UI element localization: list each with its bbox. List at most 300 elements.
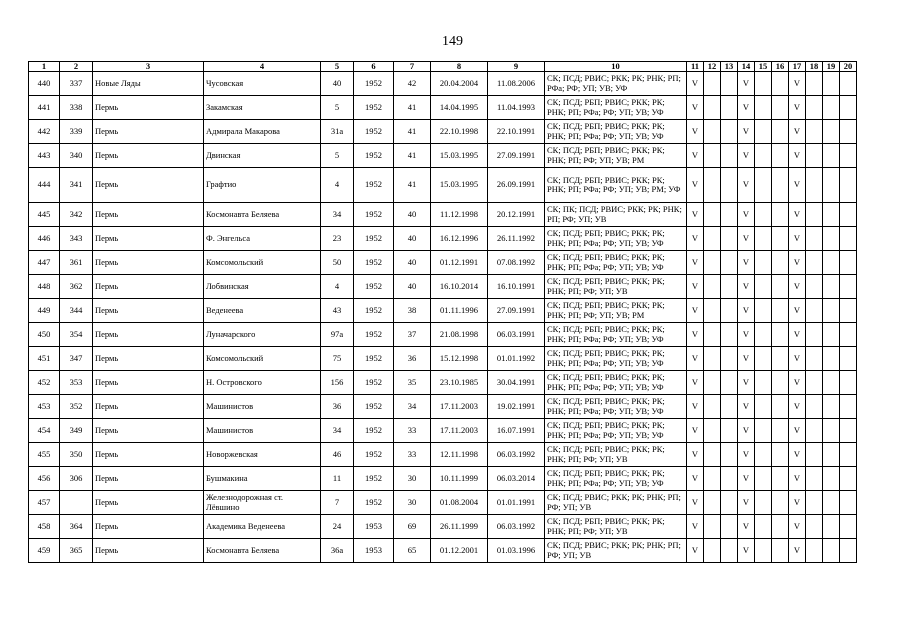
cell-flag-col-16 <box>772 443 789 467</box>
cell-flag-col-17: V <box>789 443 806 467</box>
cell-row-number: 448 <box>29 275 60 299</box>
table-row <box>29 144 857 168</box>
column-header: 13 <box>721 62 738 72</box>
cell-house: 5 <box>321 144 354 168</box>
table-row <box>29 419 857 443</box>
cell-flag-col-13 <box>721 299 738 323</box>
cell-flag-col-16 <box>772 72 789 96</box>
cell-date-1: 21.08.1998 <box>431 323 488 347</box>
cell-year: 1953 <box>354 515 394 539</box>
cell-flag-col-17: V <box>789 515 806 539</box>
column-header: 8 <box>431 62 488 72</box>
cell-record-number: 343 <box>60 227 93 251</box>
cell-flag-col-15 <box>755 419 772 443</box>
cell-flag-col-13 <box>721 515 738 539</box>
cell-date-2: 19.02.1991 <box>488 395 545 419</box>
cell-flag-col-20 <box>840 491 857 515</box>
cell-flag-col-17: V <box>789 395 806 419</box>
cell-record-number <box>60 491 93 515</box>
cell-row-number: 457 <box>29 491 60 515</box>
cell-codes: СК; ПСД; РБП; РВИС; РКК; РК; РНК; РП; РФ; УП; УВ <box>545 275 687 299</box>
cell-date-2: 01.01.1992 <box>488 347 545 371</box>
cell-flag-col-20 <box>840 144 857 168</box>
cell-row-number: 442 <box>29 120 60 144</box>
cell-flag-col-11: V <box>687 72 704 96</box>
cell-date-1: 10.11.1999 <box>431 467 488 491</box>
cell-flag-col-19 <box>823 539 840 563</box>
cell-flag-col-19 <box>823 347 840 371</box>
page-number: 149 <box>442 34 463 49</box>
cell-value: 38 <box>394 299 431 323</box>
cell-row-number: 440 <box>29 72 60 96</box>
cell-codes: СК; ПСД; РБП; РВИС; РКК; РК; РНК; РП; РФа; РФ; УП; УВ; УФ <box>545 227 687 251</box>
cell-flag-col-18 <box>806 203 823 227</box>
cell-value: 37 <box>394 323 431 347</box>
cell-settlement: Пермь <box>93 299 204 323</box>
cell-value: 36 <box>394 347 431 371</box>
cell-date-1: 17.11.2003 <box>431 395 488 419</box>
table-body <box>29 72 857 563</box>
cell-year: 1952 <box>354 443 394 467</box>
cell-date-2: 16.07.1991 <box>488 419 545 443</box>
cell-flag-col-12 <box>704 419 721 443</box>
cell-record-number: 342 <box>60 203 93 227</box>
table-row <box>29 251 857 275</box>
cell-value: 30 <box>394 491 431 515</box>
cell-value: 34 <box>394 395 431 419</box>
cell-flag-col-16 <box>772 275 789 299</box>
cell-record-number: 349 <box>60 419 93 443</box>
cell-flag-col-13 <box>721 323 738 347</box>
cell-record-number: 364 <box>60 515 93 539</box>
cell-settlement: Пермь <box>93 419 204 443</box>
cell-flag-col-11: V <box>687 203 704 227</box>
cell-row-number: 444 <box>29 168 60 203</box>
cell-settlement: Пермь <box>93 323 204 347</box>
cell-flag-col-15 <box>755 323 772 347</box>
cell-year: 1952 <box>354 275 394 299</box>
cell-year: 1952 <box>354 347 394 371</box>
cell-flag-col-12 <box>704 72 721 96</box>
column-header: 3 <box>93 62 204 72</box>
cell-date-2: 01.01.1991 <box>488 491 545 515</box>
cell-flag-col-19 <box>823 299 840 323</box>
cell-codes: СК; ПСД; РБП; РВИС; РКК; РК; РНК; РП; РФ; УП; УВ <box>545 443 687 467</box>
cell-flag-col-19 <box>823 251 840 275</box>
cell-house: 40 <box>321 72 354 96</box>
cell-house: 34 <box>321 203 354 227</box>
cell-settlement: Пермь <box>93 539 204 563</box>
cell-flag-col-18 <box>806 96 823 120</box>
cell-record-number: 350 <box>60 443 93 467</box>
table-row <box>29 120 857 144</box>
cell-date-1: 15.12.1998 <box>431 347 488 371</box>
cell-codes: СК; ПСД; РБП; РВИС; РКК; РК; РНК; РП; РФ; УП; УВ; РМ <box>545 144 687 168</box>
cell-flag-col-19 <box>823 467 840 491</box>
cell-value: 33 <box>394 419 431 443</box>
cell-flag-col-11: V <box>687 395 704 419</box>
cell-settlement: Пермь <box>93 227 204 251</box>
cell-record-number: 340 <box>60 144 93 168</box>
cell-flag-col-11: V <box>687 467 704 491</box>
cell-house: 34 <box>321 419 354 443</box>
cell-flag-col-16 <box>772 515 789 539</box>
cell-flag-col-14: V <box>738 96 755 120</box>
cell-flag-col-19 <box>823 96 840 120</box>
cell-record-number: 365 <box>60 539 93 563</box>
cell-flag-col-18 <box>806 72 823 96</box>
cell-flag-col-13 <box>721 443 738 467</box>
cell-house: 36 <box>321 395 354 419</box>
cell-flag-col-18 <box>806 515 823 539</box>
table-row <box>29 168 857 203</box>
cell-value: 41 <box>394 96 431 120</box>
cell-record-number: 347 <box>60 347 93 371</box>
cell-record-number: 337 <box>60 72 93 96</box>
cell-flag-col-13 <box>721 120 738 144</box>
cell-flag-col-11: V <box>687 371 704 395</box>
cell-year: 1952 <box>354 72 394 96</box>
cell-year: 1952 <box>354 96 394 120</box>
cell-flag-col-12 <box>704 467 721 491</box>
table-row <box>29 539 857 563</box>
cell-date-1: 12.11.1998 <box>431 443 488 467</box>
cell-settlement: Пермь <box>93 203 204 227</box>
cell-flag-col-11: V <box>687 227 704 251</box>
cell-flag-col-16 <box>772 371 789 395</box>
cell-flag-col-19 <box>823 395 840 419</box>
cell-flag-col-11: V <box>687 96 704 120</box>
cell-row-number: 447 <box>29 251 60 275</box>
cell-flag-col-14: V <box>738 299 755 323</box>
cell-value: 33 <box>394 443 431 467</box>
data-table <box>28 61 857 563</box>
table-row <box>29 323 857 347</box>
cell-row-number: 450 <box>29 323 60 347</box>
cell-street: Комсомольский <box>204 251 321 275</box>
cell-record-number: 339 <box>60 120 93 144</box>
cell-settlement: Пермь <box>93 251 204 275</box>
cell-year: 1952 <box>354 227 394 251</box>
cell-flag-col-17: V <box>789 467 806 491</box>
cell-date-2: 06.03.1991 <box>488 323 545 347</box>
cell-flag-col-15 <box>755 144 772 168</box>
cell-flag-col-20 <box>840 395 857 419</box>
table-row <box>29 347 857 371</box>
cell-settlement: Пермь <box>93 443 204 467</box>
cell-flag-col-18 <box>806 275 823 299</box>
cell-flag-col-13 <box>721 251 738 275</box>
cell-flag-col-20 <box>840 515 857 539</box>
cell-flag-col-12 <box>704 251 721 275</box>
cell-flag-col-18 <box>806 347 823 371</box>
column-header: 16 <box>772 62 789 72</box>
table-row <box>29 467 857 491</box>
cell-settlement: Пермь <box>93 144 204 168</box>
cell-flag-col-11: V <box>687 251 704 275</box>
cell-date-2: 16.10.1991 <box>488 275 545 299</box>
table-row <box>29 371 857 395</box>
cell-flag-col-13 <box>721 371 738 395</box>
cell-year: 1952 <box>354 323 394 347</box>
cell-record-number: 306 <box>60 467 93 491</box>
cell-codes: СК; ПСД; РБП; РВИС; РКК; РК; РНК; РП; РФ; УП; УВ <box>545 515 687 539</box>
cell-flag-col-12 <box>704 203 721 227</box>
cell-date-2: 27.09.1991 <box>488 299 545 323</box>
cell-flag-col-18 <box>806 467 823 491</box>
cell-flag-col-14: V <box>738 251 755 275</box>
table-header-row <box>29 62 857 72</box>
cell-row-number: 449 <box>29 299 60 323</box>
cell-street: Луначарского <box>204 323 321 347</box>
cell-flag-col-14: V <box>738 72 755 96</box>
cell-flag-col-14: V <box>738 144 755 168</box>
cell-flag-col-15 <box>755 395 772 419</box>
cell-record-number: 361 <box>60 251 93 275</box>
cell-year: 1952 <box>354 168 394 203</box>
cell-flag-col-16 <box>772 168 789 203</box>
cell-value: 40 <box>394 227 431 251</box>
cell-flag-col-19 <box>823 275 840 299</box>
cell-street: Чусовская <box>204 72 321 96</box>
cell-flag-col-18 <box>806 120 823 144</box>
cell-date-2: 07.08.1992 <box>488 251 545 275</box>
cell-date-1: 16.12.1996 <box>431 227 488 251</box>
cell-street: Двинская <box>204 144 321 168</box>
cell-settlement: Пермь <box>93 347 204 371</box>
cell-flag-col-17: V <box>789 419 806 443</box>
cell-year: 1952 <box>354 419 394 443</box>
cell-flag-col-13 <box>721 491 738 515</box>
cell-flag-col-19 <box>823 203 840 227</box>
cell-year: 1952 <box>354 251 394 275</box>
cell-flag-col-12 <box>704 347 721 371</box>
cell-flag-col-16 <box>772 96 789 120</box>
cell-house: 5 <box>321 96 354 120</box>
cell-value: 40 <box>394 275 431 299</box>
cell-value: 40 <box>394 203 431 227</box>
column-header: 15 <box>755 62 772 72</box>
cell-flag-col-14: V <box>738 168 755 203</box>
cell-flag-col-18 <box>806 539 823 563</box>
cell-codes: СК; ПСД; РВИС; РКК; РК; РНК; РП; РФ; УП; УВ <box>545 491 687 515</box>
cell-flag-col-14: V <box>738 539 755 563</box>
cell-flag-col-11: V <box>687 168 704 203</box>
column-header: 14 <box>738 62 755 72</box>
table-row <box>29 299 857 323</box>
cell-street: Космонавта Беляева <box>204 539 321 563</box>
cell-flag-col-13 <box>721 168 738 203</box>
cell-row-number: 445 <box>29 203 60 227</box>
cell-settlement: Пермь <box>93 467 204 491</box>
cell-flag-col-12 <box>704 491 721 515</box>
cell-year: 1952 <box>354 299 394 323</box>
cell-flag-col-15 <box>755 491 772 515</box>
cell-house: 7 <box>321 491 354 515</box>
cell-date-1: 15.03.1995 <box>431 144 488 168</box>
cell-flag-col-19 <box>823 227 840 251</box>
cell-flag-col-17: V <box>789 144 806 168</box>
cell-date-1: 26.11.1999 <box>431 515 488 539</box>
cell-flag-col-14: V <box>738 371 755 395</box>
cell-flag-col-15 <box>755 347 772 371</box>
cell-row-number: 452 <box>29 371 60 395</box>
cell-flag-col-14: V <box>738 227 755 251</box>
cell-flag-col-13 <box>721 203 738 227</box>
cell-street: Ф. Энгельса <box>204 227 321 251</box>
cell-date-1: 16.10.2014 <box>431 275 488 299</box>
cell-flag-col-19 <box>823 144 840 168</box>
cell-flag-col-14: V <box>738 395 755 419</box>
cell-flag-col-13 <box>721 539 738 563</box>
cell-street: Адмирала Макарова <box>204 120 321 144</box>
cell-flag-col-16 <box>772 419 789 443</box>
cell-flag-col-19 <box>823 168 840 203</box>
cell-flag-col-14: V <box>738 443 755 467</box>
column-header: 1 <box>29 62 60 72</box>
cell-flag-col-17: V <box>789 323 806 347</box>
cell-flag-col-13 <box>721 347 738 371</box>
cell-date-1: 01.12.2001 <box>431 539 488 563</box>
cell-flag-col-17: V <box>789 299 806 323</box>
cell-flag-col-15 <box>755 251 772 275</box>
cell-flag-col-12 <box>704 96 721 120</box>
cell-date-2: 01.03.1996 <box>488 539 545 563</box>
table-row <box>29 96 857 120</box>
cell-flag-col-16 <box>772 251 789 275</box>
cell-flag-col-17: V <box>789 491 806 515</box>
cell-flag-col-11: V <box>687 323 704 347</box>
cell-flag-col-13 <box>721 227 738 251</box>
cell-flag-col-20 <box>840 539 857 563</box>
cell-value: 30 <box>394 467 431 491</box>
cell-flag-col-19 <box>823 419 840 443</box>
cell-flag-col-20 <box>840 467 857 491</box>
cell-date-1: 01.08.2004 <box>431 491 488 515</box>
cell-date-2: 06.03.2014 <box>488 467 545 491</box>
cell-flag-col-16 <box>772 203 789 227</box>
cell-flag-col-16 <box>772 491 789 515</box>
cell-flag-col-19 <box>823 515 840 539</box>
cell-flag-col-14: V <box>738 419 755 443</box>
cell-settlement: Пермь <box>93 515 204 539</box>
cell-flag-col-12 <box>704 515 721 539</box>
cell-flag-col-15 <box>755 299 772 323</box>
cell-flag-col-19 <box>823 72 840 96</box>
cell-flag-col-20 <box>840 371 857 395</box>
cell-flag-col-14: V <box>738 275 755 299</box>
cell-row-number: 446 <box>29 227 60 251</box>
cell-flag-col-20 <box>840 347 857 371</box>
cell-flag-col-12 <box>704 275 721 299</box>
cell-flag-col-18 <box>806 299 823 323</box>
cell-row-number: 458 <box>29 515 60 539</box>
cell-date-2: 20.12.1991 <box>488 203 545 227</box>
cell-flag-col-15 <box>755 96 772 120</box>
cell-flag-col-18 <box>806 491 823 515</box>
cell-flag-col-16 <box>772 144 789 168</box>
cell-flag-col-14: V <box>738 323 755 347</box>
cell-settlement: Пермь <box>93 96 204 120</box>
cell-codes: СК; ПК; ПСД; РВИС; РКК; РК; РНК; РП; РФ; УП; УВ <box>545 203 687 227</box>
cell-house: 97а <box>321 323 354 347</box>
cell-year: 1952 <box>354 203 394 227</box>
cell-flag-col-18 <box>806 443 823 467</box>
table-row <box>29 203 857 227</box>
cell-flag-col-14: V <box>738 203 755 227</box>
cell-date-1: 14.04.1995 <box>431 96 488 120</box>
cell-flag-col-20 <box>840 96 857 120</box>
cell-flag-col-16 <box>772 227 789 251</box>
cell-codes: СК; ПСД; РБП; РВИС; РКК; РК; РНК; РП; РФа; РФ; УП; УВ; УФ <box>545 96 687 120</box>
cell-row-number: 441 <box>29 96 60 120</box>
cell-flag-col-15 <box>755 275 772 299</box>
cell-record-number: 338 <box>60 96 93 120</box>
column-header: 12 <box>704 62 721 72</box>
cell-street: Новоржевская <box>204 443 321 467</box>
cell-flag-col-15 <box>755 227 772 251</box>
cell-row-number: 454 <box>29 419 60 443</box>
column-header: 18 <box>806 62 823 72</box>
table-row <box>29 72 857 96</box>
cell-flag-col-18 <box>806 168 823 203</box>
cell-value: 41 <box>394 168 431 203</box>
cell-settlement: Новые Ляды <box>93 72 204 96</box>
cell-year: 1952 <box>354 371 394 395</box>
cell-flag-col-15 <box>755 539 772 563</box>
cell-flag-col-17: V <box>789 168 806 203</box>
cell-flag-col-16 <box>772 347 789 371</box>
cell-flag-col-12 <box>704 168 721 203</box>
cell-house: 46 <box>321 443 354 467</box>
cell-flag-col-14: V <box>738 347 755 371</box>
column-header: 17 <box>789 62 806 72</box>
cell-flag-col-19 <box>823 323 840 347</box>
cell-record-number: 354 <box>60 323 93 347</box>
cell-flag-col-15 <box>755 72 772 96</box>
cell-settlement: Пермь <box>93 491 204 515</box>
cell-flag-col-17: V <box>789 539 806 563</box>
cell-row-number: 456 <box>29 467 60 491</box>
cell-flag-col-13 <box>721 275 738 299</box>
cell-flag-col-15 <box>755 467 772 491</box>
cell-record-number: 362 <box>60 275 93 299</box>
cell-flag-col-20 <box>840 275 857 299</box>
column-header: 4 <box>204 62 321 72</box>
cell-flag-col-20 <box>840 227 857 251</box>
cell-row-number: 453 <box>29 395 60 419</box>
cell-flag-col-17: V <box>789 227 806 251</box>
cell-codes: СК; ПСД; РБП; РВИС; РКК; РК; РНК; РП; РФа; РФ; УП; УВ; РМ; УФ <box>545 168 687 203</box>
cell-flag-col-12 <box>704 443 721 467</box>
cell-flag-col-18 <box>806 371 823 395</box>
cell-year: 1953 <box>354 539 394 563</box>
cell-date-1: 01.11.1996 <box>431 299 488 323</box>
cell-flag-col-18 <box>806 227 823 251</box>
cell-flag-col-16 <box>772 539 789 563</box>
cell-house: 4 <box>321 275 354 299</box>
cell-codes: СК; ПСД; РБП; РВИС; РКК; РК; РНК; РП; РФа; РФ; УП; УВ; УФ <box>545 467 687 491</box>
cell-year: 1952 <box>354 395 394 419</box>
cell-house: 75 <box>321 347 354 371</box>
cell-value: 35 <box>394 371 431 395</box>
cell-house: 4 <box>321 168 354 203</box>
cell-flag-col-11: V <box>687 347 704 371</box>
cell-codes: СК; ПСД; РБП; РВИС; РКК; РК; РНК; РП; РФа; РФ; УП; УВ; УФ <box>545 371 687 395</box>
cell-flag-col-11: V <box>687 491 704 515</box>
cell-record-number: 353 <box>60 371 93 395</box>
cell-flag-col-11: V <box>687 299 704 323</box>
